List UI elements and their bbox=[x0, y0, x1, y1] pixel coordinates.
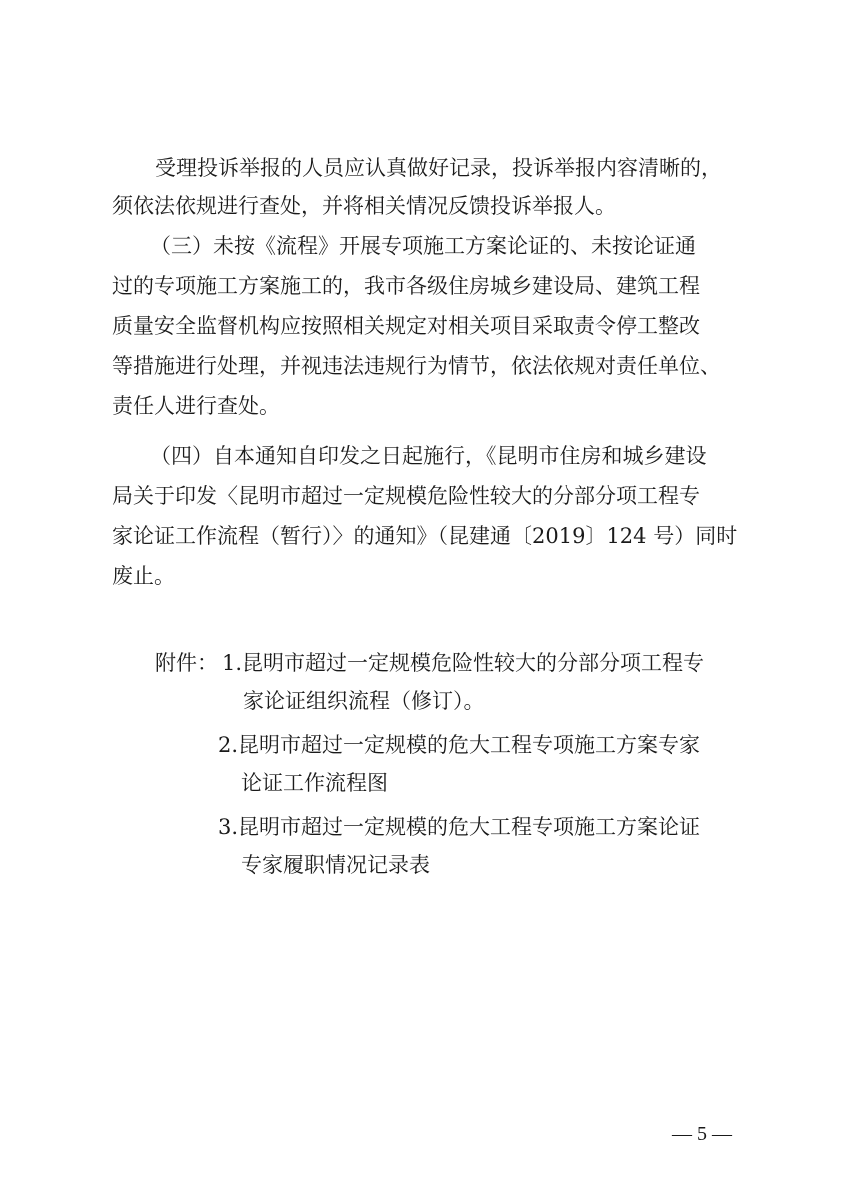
paragraph-2-line-2: 过的专项施工方案施工的，我市各级住房城乡建设局、建筑工程 bbox=[112, 274, 700, 298]
attachment-2-line-1: 2.昆明市超过一定规模的危大工程专项施工方案专家 bbox=[218, 733, 701, 757]
attachment-3-line-2: 专家履职情况记录表 bbox=[241, 853, 430, 877]
attachments-label: 附件： bbox=[155, 651, 218, 675]
attachment-1-line-1: 1.昆明市超过一定规模危险性较大的分部分项工程专 bbox=[222, 651, 705, 675]
paragraph-2-line-3: 质量安全监督机构应按照相关规定对相关项目采取责令停工整改 bbox=[112, 314, 700, 338]
paragraph-3-line-3: 家论证工作流程（暂行）〉的通知》（昆建通〔2019〕124 号）同时 bbox=[112, 524, 738, 548]
attachment-1-line-2: 家论证组织流程（修订）。 bbox=[243, 689, 485, 713]
attachment-3-line-1: 3.昆明市超过一定规模的危大工程专项施工方案论证 bbox=[218, 815, 701, 839]
paragraph-3-line-1: （四）自本通知自印发之日起施行，《昆明市住房和城乡建设 bbox=[150, 444, 707, 468]
paragraph-1-line-2: 须依法依规进行查处，并将相关情况反馈投诉举报人。 bbox=[112, 194, 616, 218]
paragraph-2-line-1: （三）未按《流程》开展专项施工方案论证的、未按论证通 bbox=[150, 234, 696, 258]
paragraph-3-line-4: 废止。 bbox=[112, 564, 175, 588]
paragraph-3-line-2: 局关于印发〈昆明市超过一定规模危险性较大的分部分项工程专 bbox=[112, 484, 700, 508]
paragraph-1-line-1: 受理投诉举报的人员应认真做好记录，投诉举报内容清晰的， bbox=[155, 156, 722, 180]
page-number: — 5 — bbox=[672, 1123, 732, 1145]
attachment-2-line-2: 论证工作流程图 bbox=[241, 771, 388, 795]
paragraph-2-line-5: 责任人进行查处。 bbox=[112, 394, 280, 418]
paragraph-2-line-4: 等措施进行处理，并视违法违规行为情节，依法依规对责任单位、 bbox=[112, 354, 721, 378]
